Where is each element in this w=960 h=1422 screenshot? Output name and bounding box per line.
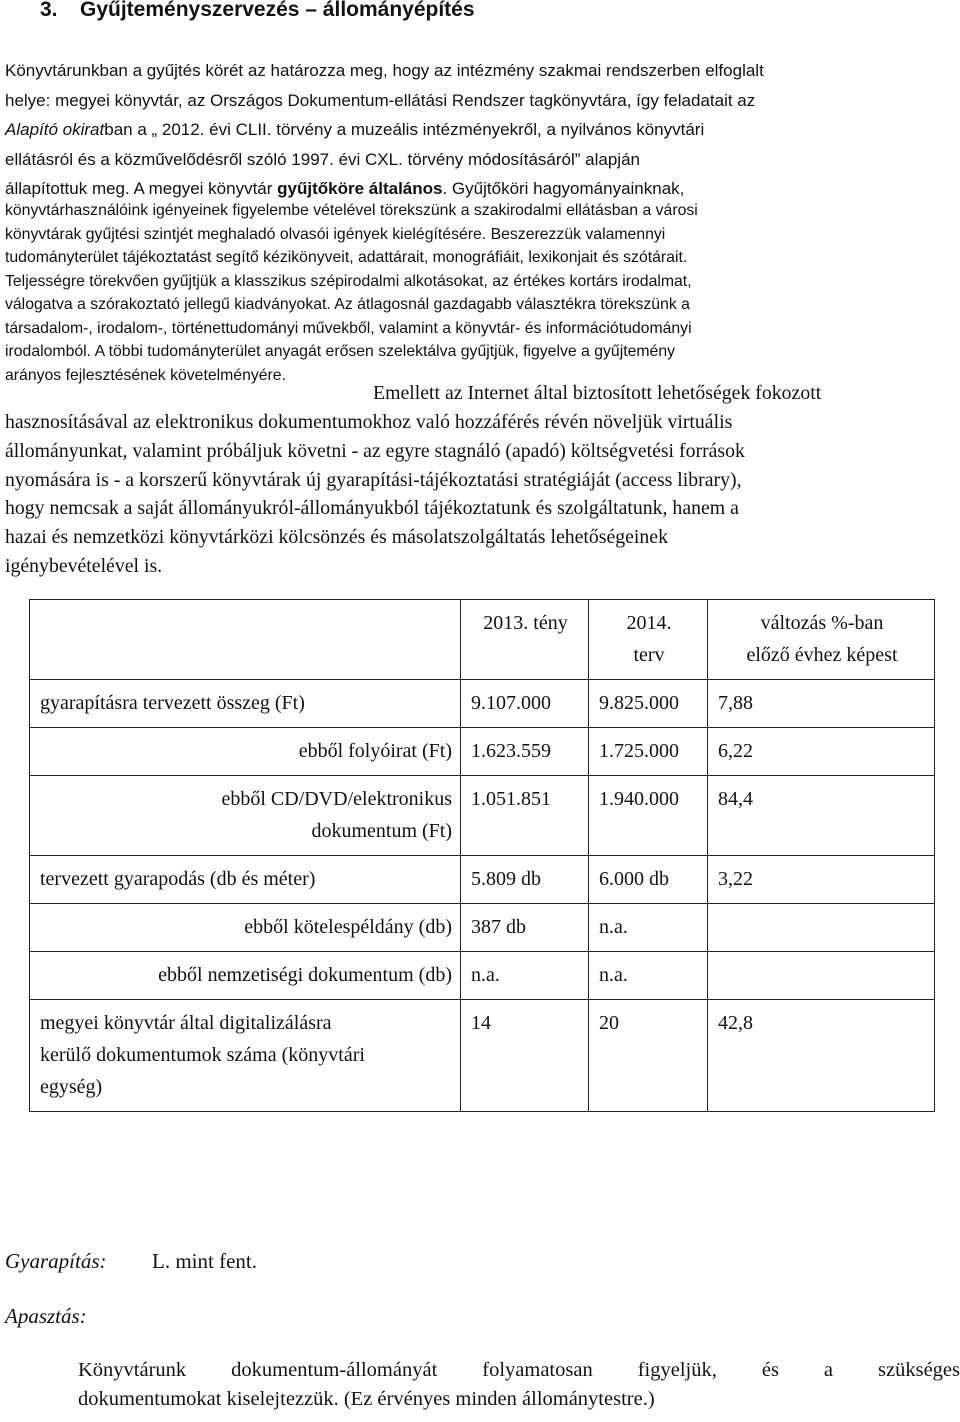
text-line: arányos fejlesztésének követelményére. bbox=[5, 366, 286, 384]
header-cell-2013: 2013. tény bbox=[461, 600, 589, 680]
label-text: megyei könyvtár által digitalizálásra bbox=[40, 1012, 332, 1034]
text-line: hogy nemcsak a saját állományukról-állományukból tájékoztatunk és szolgáltatunk, hanem a bbox=[5, 497, 739, 520]
row-label bbox=[30, 776, 461, 856]
cell-2013: 9.107.000 bbox=[461, 680, 589, 728]
row-label: ebből kötelespéldány (db) bbox=[30, 904, 461, 952]
acquisition-table bbox=[29, 599, 935, 1112]
paragraph-2 bbox=[5, 199, 935, 387]
row-label: gyarapításra tervezett összeg (Ft) bbox=[30, 680, 461, 728]
row-label: ebből nemzetiségi dokumentum (db) bbox=[30, 952, 461, 1000]
label-text: kerülő dokumentumok száma (könyvtári bbox=[40, 1044, 365, 1066]
header-cell-empty bbox=[30, 600, 461, 680]
text-line: könyvtárhasználóink igényeinek figyelembe vételével törekszünk a szakirodalmi ellátásban a városi bbox=[5, 202, 698, 219]
row-label: ebből folyóirat (Ft) bbox=[30, 728, 461, 776]
label-text: ebből CD/DVD/elektronikus bbox=[221, 788, 452, 810]
table-row bbox=[30, 1000, 935, 1112]
text-line: igénybevételével is. bbox=[5, 554, 163, 577]
header-cell-change bbox=[708, 600, 935, 680]
text-span: állapítottuk meg. A megyei könyvtár bbox=[5, 179, 278, 198]
section-title: Gyűjteményszervezés – állományépítés bbox=[80, 0, 475, 21]
text-line: Emellett az Internet által biztosított lehetőségek fokozott bbox=[373, 382, 822, 404]
gyarapitas-label: Gyarapítás: bbox=[5, 1249, 107, 1273]
text-line: irodalomból. A többi tudományterület anyagát erősen szelektálva gyűjtjük, figyelve a gyűjtemény bbox=[5, 343, 676, 360]
label-text: dokumentum (Ft) bbox=[311, 820, 452, 842]
cell-2013: 387 db bbox=[461, 904, 589, 952]
text-line: Könyvtárunk dokumentum-állományát folyamatosan figyeljük, és a szükséges bbox=[78, 1359, 960, 1381]
cell-2014: n.a. bbox=[589, 904, 708, 952]
cell-2014: 1.725.000 bbox=[589, 728, 708, 776]
text-line: Könyvtárunkban a gyűjtés körét az határozza meg, hogy az intézmény szakmai rendszerben elfoglalt bbox=[5, 61, 764, 80]
text-line: könyvtárak gyűjtési szintjét meghaladó olvasói igények kielégítésére. Beszerezzük valamennyi bbox=[5, 225, 666, 243]
cell-2014: 6.000 db bbox=[589, 856, 708, 904]
text-line: ellátásról és a közművelődésről szóló 1997. évi CXL. törvény módosításáról” alapján bbox=[5, 149, 640, 169]
text-line: dokumentumokat kiselejtezzük. (Ez érvényes minden állománytestre.) bbox=[78, 1388, 655, 1410]
cell-2014: n.a. bbox=[589, 952, 708, 1000]
cell-change bbox=[708, 904, 935, 952]
label-text: egység) bbox=[40, 1076, 103, 1098]
text-line: hasznosításával az elektronikus dokumentumokhoz való hozzáférés révén növeljük virtuális bbox=[5, 411, 733, 433]
text-line: hazai és nemzetközi könyvtárközi kölcsönzés és másolatszolgáltatás lehetőségeinek bbox=[5, 526, 668, 549]
table-row bbox=[30, 680, 935, 728]
text-line: állományunkat, valamint próbáljuk követni - az egyre stagnáló (apadó) költségvetési források bbox=[5, 439, 745, 462]
cell-2013: 1.051.851 bbox=[461, 776, 589, 856]
paragraph-3-first-line bbox=[373, 379, 933, 408]
cell-2013: 5.809 db bbox=[461, 856, 589, 904]
header-text: előző évhez képest bbox=[746, 644, 898, 666]
cell-change: 6,22 bbox=[708, 728, 935, 776]
table-row bbox=[30, 856, 935, 904]
text-line: társadalom-, irodalom-, történettudományi művekből, valamint a könyvtár- és információtudományi bbox=[5, 319, 692, 337]
paragraph-1 bbox=[5, 56, 935, 204]
text-span: ban a „ 2012. évi CLII. törvény a muzeális intézményekről, a nyilvános könyvtári bbox=[104, 120, 705, 139]
table-row bbox=[30, 904, 935, 952]
cell-2013: 1.623.559 bbox=[461, 728, 589, 776]
paragraph-3 bbox=[5, 408, 935, 581]
cell-2013: 14 bbox=[461, 1000, 589, 1112]
header-text: 2014. bbox=[626, 612, 672, 634]
text-line: helye: megyei könyvtár, az Országos Dokumentum-ellátási Rendszer tagkönyvtára, így feladatait az bbox=[5, 90, 756, 110]
apasztas-text bbox=[78, 1356, 960, 1414]
apasztas-label: Apasztás: bbox=[5, 1304, 87, 1328]
bold-text: gyűjtőköre általános bbox=[277, 179, 443, 198]
row-label bbox=[30, 1000, 461, 1112]
header-text: változás %-ban bbox=[760, 612, 884, 634]
text-line: válogatva a szórakoztató jellegű kiadványokat. Az átlagosnál gazdagabb választékra törekszünk a bbox=[5, 296, 690, 313]
cell-change: 7,88 bbox=[708, 680, 935, 728]
header-text: terv bbox=[633, 644, 665, 666]
cell-2014: 9.825.000 bbox=[589, 680, 708, 728]
cell-change: 42,8 bbox=[708, 1000, 935, 1112]
cell-change: 3,22 bbox=[708, 856, 935, 904]
section-number: 3. bbox=[40, 0, 58, 21]
table-row bbox=[30, 728, 935, 776]
text-line: tudományterület tájékoztatást segítő kézikönyveit, adattárait, monográfiáit, lexikonjait és szótárait. bbox=[5, 249, 688, 266]
table-header-row bbox=[30, 600, 935, 680]
text-span: . Gyűjtőköri hagyományainknak, bbox=[442, 179, 685, 198]
cell-2014: 20 bbox=[589, 1000, 708, 1112]
table-row bbox=[30, 776, 935, 856]
text-line: Teljességre törekvően gyűjtjük a klasszikus szépirodalmi alkotásokat, az értékes kortárs irodalmat, bbox=[5, 272, 692, 290]
cell-2013: n.a. bbox=[461, 952, 589, 1000]
header-cell-2014 bbox=[589, 600, 708, 680]
gyarapitas-value: L. mint fent. bbox=[152, 1249, 257, 1273]
text-line: nyomására is - a korszerű könyvtárak új gyarapítási-tájékoztatási stratégiáját (access library), bbox=[5, 468, 742, 491]
italic-text: Alapító okirat bbox=[5, 120, 105, 139]
table-row bbox=[30, 952, 935, 1000]
text-line bbox=[5, 115, 935, 145]
cell-2014: 1.940.000 bbox=[589, 776, 708, 856]
cell-change: 84,4 bbox=[708, 776, 935, 856]
row-label: tervezett gyarapodás (db és méter) bbox=[30, 856, 461, 904]
cell-change bbox=[708, 952, 935, 1000]
